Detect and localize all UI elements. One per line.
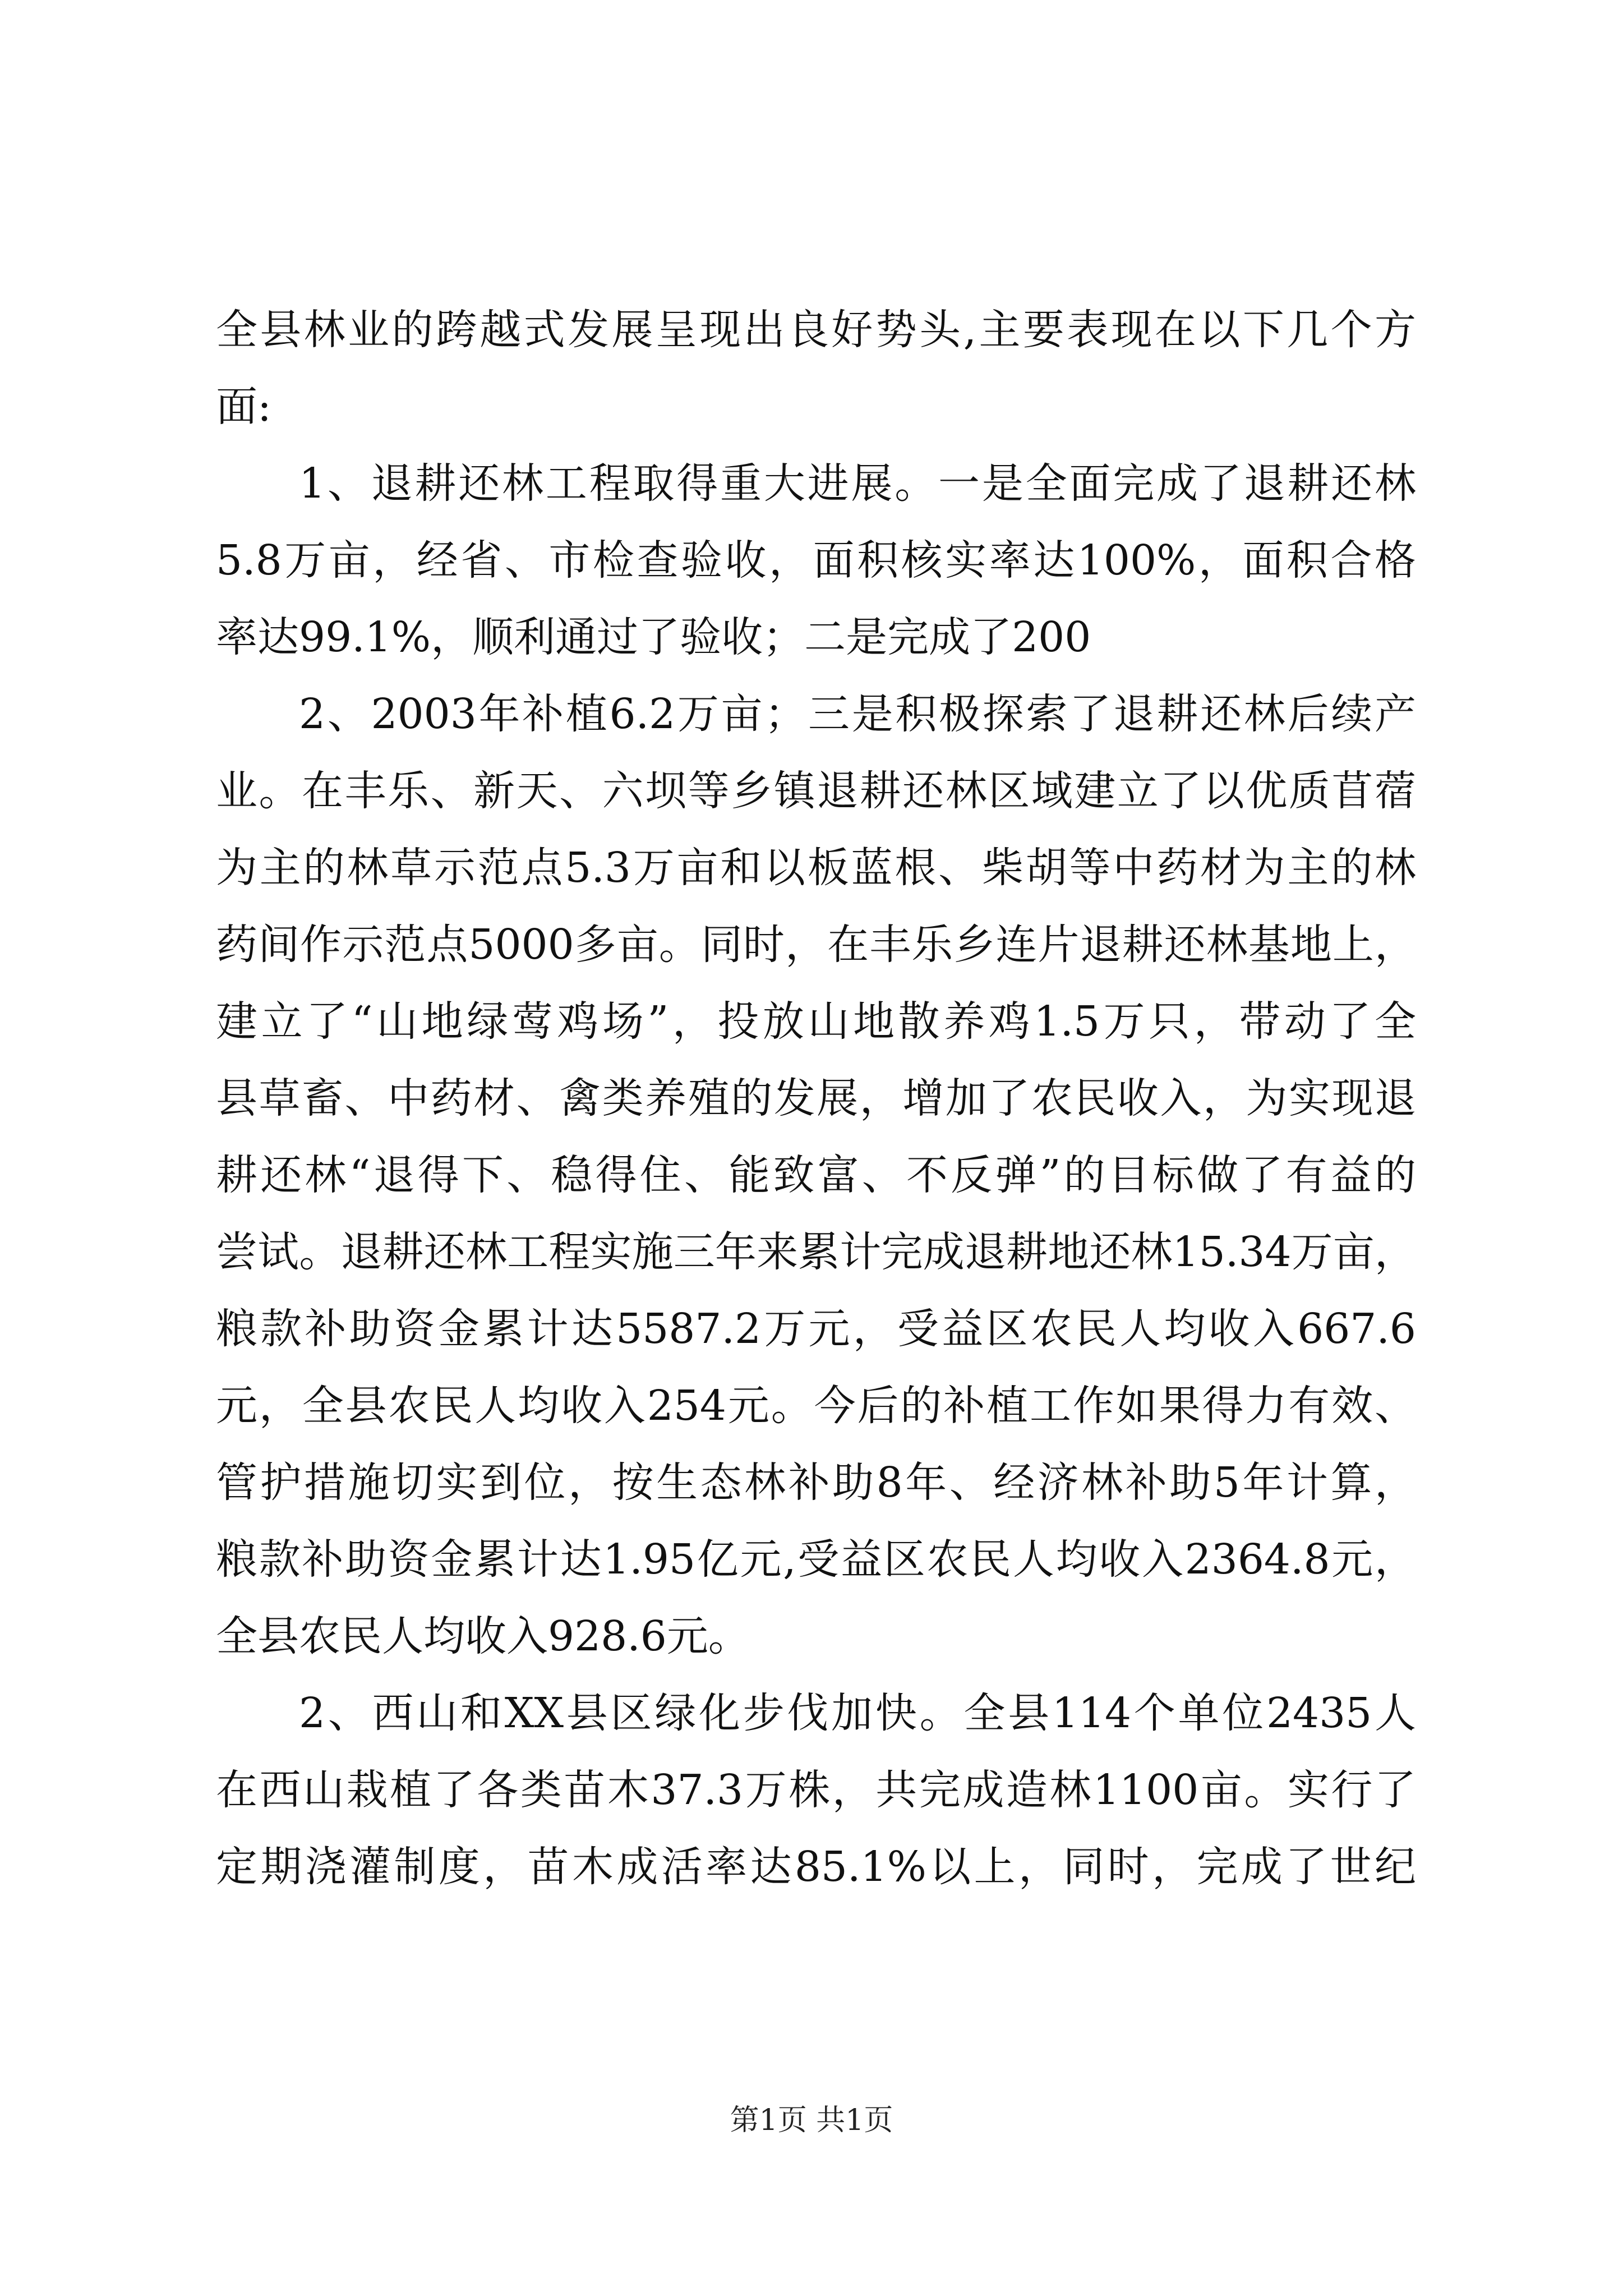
text-line: 1、退耕还林工程取得重大进展。一是全面完成了退耕还林 xyxy=(299,459,1416,508)
text-line: 元，全县农民人均收入254元。今后的补植工作如果得力有效、 xyxy=(216,1382,1416,1430)
text-line: 耕还林“退得下、稳得住、能致富、不反弹”的目标做了有益的 xyxy=(216,1151,1416,1199)
text-line: 尝试。退耕还林工程实施三年来累计完成退耕地还林15.34万亩， xyxy=(216,1228,1416,1276)
text-line: 5.8万亩，经省、市检查验收，面积核实率达100%，面积合格 xyxy=(216,536,1416,585)
document-body xyxy=(216,292,1416,1906)
text-line: 县草畜、中药材、禽类养殖的发展，增加了农民收入，为实现退 xyxy=(216,1074,1416,1122)
text-line: 全县林业的跨越式发展呈现出良好势头,主要表现在以下几个方 xyxy=(216,306,1416,354)
text-line: 2、2003年补植6.2万亩；三是积极探索了退耕还林后续产 xyxy=(299,690,1416,738)
text-line: 业。在丰乐、新天、六坝等乡镇退耕还林区域建立了以优质苜蓿 xyxy=(216,767,1416,815)
page-footer xyxy=(0,2101,1623,2140)
text-line: 面: xyxy=(216,383,271,431)
text-line: 在西山栽植了各类苗木37.3万株，共完成造林1100亩。实行了 xyxy=(216,1766,1416,1814)
text-line: 建立了“山地绿莺鸡场”，投放山地散养鸡1.5万只，带动了全 xyxy=(216,997,1416,1046)
page-number-label: 第1页 共1页 xyxy=(730,2104,893,2137)
text-line: 2、西山和XX县区绿化步伐加快。全县114个单位2435人 xyxy=(299,1689,1416,1737)
text-line: 定期浇灌制度，苗木成活率达85.1%以上，同时，完成了世纪 xyxy=(216,1843,1416,1891)
text-line: 全县农民人均收入928.6元。 xyxy=(216,1612,750,1660)
text-line: 粮款补助资金累计达1.95亿元,受益区农民人均收入2364.8元， xyxy=(216,1535,1416,1584)
text-line: 率达99.1%，顺利通过了验收；二是完成了200 xyxy=(216,613,1091,661)
text-line: 粮款补助资金累计达5587.2万元，受益区农民人均收入667.6 xyxy=(216,1305,1416,1353)
text-line: 药间作示范点5000多亩。同时，在丰乐乡连片退耕还林基地上， xyxy=(216,921,1416,969)
text-line: 为主的林草示范点5.3万亩和以板蓝根、柴胡等中药材为主的林 xyxy=(216,844,1416,892)
text-line: 管护措施切实到位，按生态林补助8年、经济林补助5年计算， xyxy=(216,1458,1416,1507)
